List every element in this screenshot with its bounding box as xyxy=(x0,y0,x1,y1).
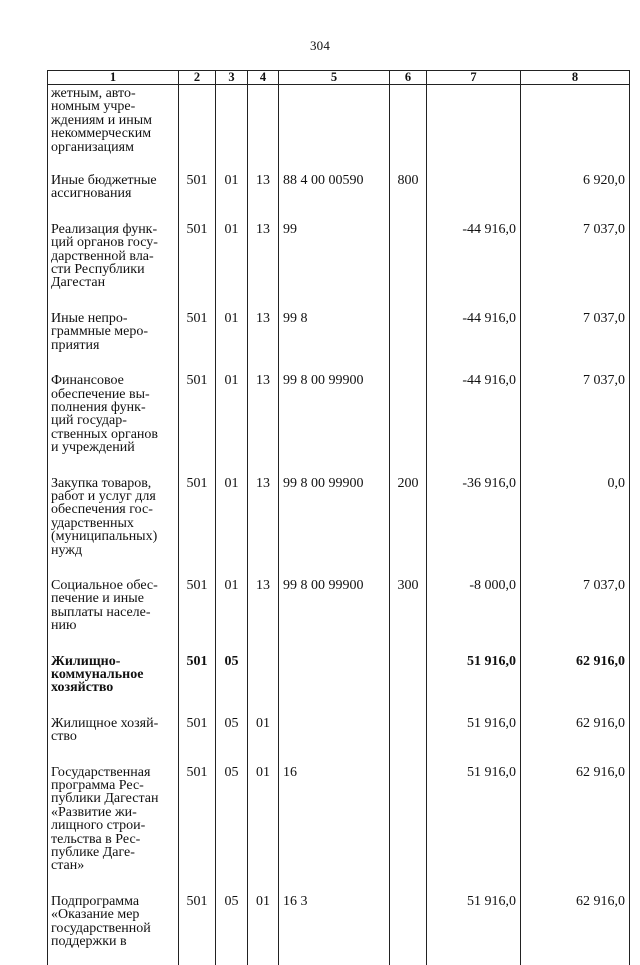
column-header: 4 xyxy=(248,71,279,85)
admin-code-cell: 501 xyxy=(179,579,216,655)
admin-code-cell: 501 xyxy=(179,655,216,717)
admin-code-cell: 501 xyxy=(179,374,216,476)
column-header: 3 xyxy=(216,71,248,85)
expense-type-cell xyxy=(390,374,427,476)
subsection-code-cell: 01 xyxy=(248,766,279,895)
amount-total-cell: 7 037,0 xyxy=(521,312,630,374)
admin-code-cell: 501 xyxy=(179,766,216,895)
column-header: 6 xyxy=(390,71,427,85)
admin-code-cell: 501 xyxy=(179,174,216,223)
expense-type-cell xyxy=(390,312,427,374)
row-name-cell: Жилищное хозяй- ство xyxy=(48,717,179,766)
expense-type-cell: 200 xyxy=(390,477,427,579)
subsection-code-cell: 13 xyxy=(248,174,279,223)
amount-total-cell: 62 916,0 xyxy=(521,895,630,965)
column-header: 7 xyxy=(427,71,521,85)
row-name-cell: Реализация функ- ций органов госу- дарственной вла- сти Республики Дагестан xyxy=(48,223,179,312)
amount-change-cell: -8 000,0 xyxy=(427,579,521,655)
section-code-cell: 05 xyxy=(216,655,248,717)
subsection-code-cell: 13 xyxy=(248,374,279,476)
table-row xyxy=(48,766,630,895)
subsection-code-cell xyxy=(248,85,279,175)
target-article-cell xyxy=(279,717,390,766)
column-header: 1 xyxy=(48,71,179,85)
expense-type-cell: 300 xyxy=(390,579,427,655)
amount-change-cell: 51 916,0 xyxy=(427,717,521,766)
admin-code-cell: 501 xyxy=(179,312,216,374)
admin-code-cell xyxy=(179,85,216,175)
expense-type-cell xyxy=(390,223,427,312)
row-name-cell: Иные бюджетные ассигнования xyxy=(48,174,179,223)
amount-total-cell: 62 916,0 xyxy=(521,717,630,766)
amount-total-cell: 62 916,0 xyxy=(521,655,630,717)
subsection-code-cell xyxy=(248,655,279,717)
target-article-cell: 88 4 00 00590 xyxy=(279,174,390,223)
amount-total-cell: 62 916,0 xyxy=(521,766,630,895)
subsection-code-cell: 01 xyxy=(248,717,279,766)
amount-change-cell xyxy=(427,174,521,223)
amount-change-cell: -44 916,0 xyxy=(427,223,521,312)
amount-change-cell: -44 916,0 xyxy=(427,312,521,374)
amount-change-cell xyxy=(427,85,521,175)
admin-code-cell: 501 xyxy=(179,223,216,312)
table-row xyxy=(48,174,630,223)
table-row xyxy=(48,477,630,579)
row-name-cell: Иные непро- граммные меро- приятия xyxy=(48,312,179,374)
row-name-cell: Социальное обес- печение и иные выплаты населе- нию xyxy=(48,579,179,655)
column-header: 5 xyxy=(279,71,390,85)
expense-type-cell xyxy=(390,766,427,895)
page-number: 304 xyxy=(309,38,331,53)
section-code-cell: 01 xyxy=(216,312,248,374)
amount-total-cell: 0,0 xyxy=(521,477,630,579)
subsection-code-cell: 13 xyxy=(248,312,279,374)
expense-type-cell xyxy=(390,895,427,965)
amount-change-cell: -44 916,0 xyxy=(427,374,521,476)
target-article-cell: 16 xyxy=(279,766,390,895)
amount-total-cell: 7 037,0 xyxy=(521,579,630,655)
admin-code-cell: 501 xyxy=(179,717,216,766)
section-code-cell xyxy=(216,85,248,175)
expense-type-cell: 800 xyxy=(390,174,427,223)
subsection-code-cell: 13 xyxy=(248,223,279,312)
amount-total-cell xyxy=(521,85,630,175)
target-article-cell: 99 8 xyxy=(279,312,390,374)
row-name-cell: Закупка товаров, работ и услуг для обеспечения гос- ударственных (муниципальных) нужд xyxy=(48,477,179,579)
column-header: 2 xyxy=(179,71,216,85)
amount-total-cell: 7 037,0 xyxy=(521,374,630,476)
row-name-cell: Подпрограмма «Оказание мер государственной поддержки в xyxy=(48,895,179,965)
column-header: 8 xyxy=(521,71,630,85)
section-code-cell: 05 xyxy=(216,717,248,766)
expense-type-cell xyxy=(390,85,427,175)
section-code-cell: 01 xyxy=(216,223,248,312)
section-code-cell: 01 xyxy=(216,579,248,655)
table-row xyxy=(48,312,630,374)
section-code-cell: 01 xyxy=(216,477,248,579)
table-row xyxy=(48,895,630,965)
row-name-cell: Финансовое обеспечение вы- полнения функ- ций государ- ственных органов и учреждений xyxy=(48,374,179,476)
subsection-code-cell: 13 xyxy=(248,579,279,655)
target-article-cell: 99 8 00 99900 xyxy=(279,579,390,655)
row-name-cell: жетным, авто- номным учре- ждениям и иным некоммерческим организациям xyxy=(48,85,179,175)
amount-change-cell: 51 916,0 xyxy=(427,655,521,717)
amount-change-cell: 51 916,0 xyxy=(427,895,521,965)
row-name-cell: Государственная программа Рес- публики Дагестан «Развитие жи- лищного строи- тельства в Рес- публике Даге- стан» xyxy=(48,766,179,895)
subsection-code-cell: 01 xyxy=(248,895,279,965)
budget-table xyxy=(47,70,630,965)
target-article-cell: 99 8 00 99900 xyxy=(279,477,390,579)
table-row xyxy=(48,717,630,766)
table-row xyxy=(48,374,630,476)
target-article-cell xyxy=(279,85,390,175)
section-code-cell: 05 xyxy=(216,766,248,895)
target-article-cell: 16 3 xyxy=(279,895,390,965)
target-article-cell: 99 xyxy=(279,223,390,312)
target-article-cell: 99 8 00 99900 xyxy=(279,374,390,476)
row-name-cell: Жилищно- коммунальное хозяйство xyxy=(48,655,179,717)
subsection-code-cell: 13 xyxy=(248,477,279,579)
expense-type-cell xyxy=(390,655,427,717)
table-body xyxy=(48,85,630,965)
column-header-row xyxy=(48,71,630,85)
target-article-cell xyxy=(279,655,390,717)
table-row xyxy=(48,223,630,312)
section-code-cell: 01 xyxy=(216,174,248,223)
amount-total-cell: 7 037,0 xyxy=(521,223,630,312)
table-row xyxy=(48,85,630,175)
amount-change-cell: 51 916,0 xyxy=(427,766,521,895)
section-code-cell: 01 xyxy=(216,374,248,476)
amount-change-cell: -36 916,0 xyxy=(427,477,521,579)
admin-code-cell: 501 xyxy=(179,477,216,579)
amount-total-cell: 6 920,0 xyxy=(521,174,630,223)
table-row xyxy=(48,655,630,717)
table-row xyxy=(48,579,630,655)
section-code-cell: 05 xyxy=(216,895,248,965)
expense-type-cell xyxy=(390,717,427,766)
admin-code-cell: 501 xyxy=(179,895,216,965)
